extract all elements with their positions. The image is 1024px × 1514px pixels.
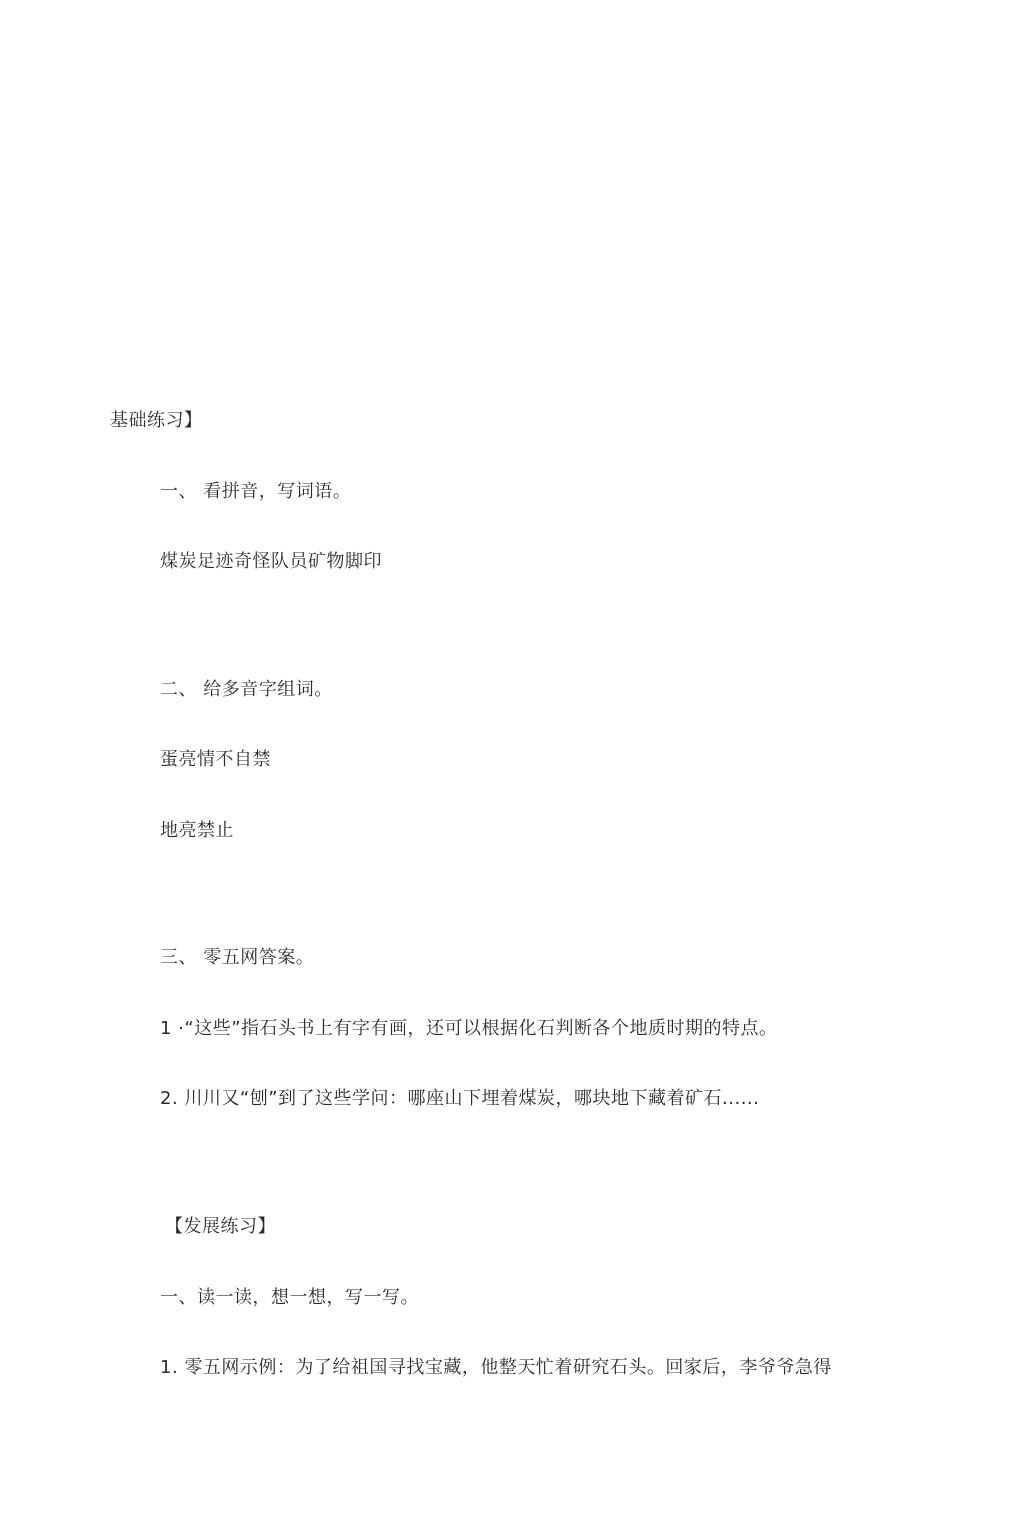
- section1-words: 煤炭足迹奇怪队员矿物脚印: [160, 551, 382, 572]
- section2-title: 二、 给多音字组词。: [160, 679, 333, 700]
- section3-answer1: 1 ·“这些”指石头书上有字有画，还可以根据化石判断各个地质时期的特点。: [160, 1018, 778, 1039]
- section3-answer2: 2. 川川又“刨”到了这些学问：哪座山下埋着煤炭，哪块地下藏着矿石......: [160, 1088, 760, 1109]
- develop-practice-heading: 【发展练习】: [165, 1216, 276, 1237]
- section1-title: 一、 看拼音，写词语。: [160, 481, 352, 502]
- section2-line1: 蛋亮情不自禁: [160, 749, 271, 770]
- section3-title: 三、 零五网答案。: [160, 947, 315, 968]
- basic-practice-heading: 基础练习】: [110, 410, 203, 431]
- develop-answer1: 1. 零五网示例：为了给祖国寻找宝藏，他整天忙着研究石头。回家后，李爷爷急得: [160, 1357, 832, 1378]
- section2-line2: 地亮禁止: [160, 820, 234, 841]
- develop-section1-title: 一、读一读，想一想，写一写。: [160, 1287, 419, 1308]
